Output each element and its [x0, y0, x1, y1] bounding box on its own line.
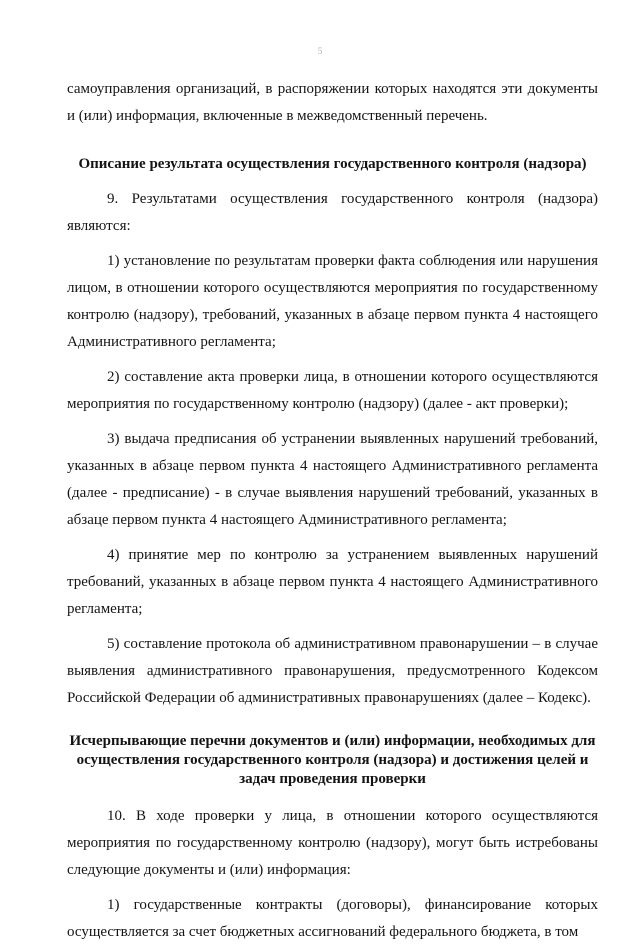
paragraph-item-9: 9. Результатами осуществления государственного контроля (надзора) являются:: [67, 191, 598, 234]
paragraph-item-10: 10. В ходе проверки у лица, в отношении которого осуществляются мероприятия по государственному контролю (надзору), могут быть истребованы следующие документы и (или) информация:: [67, 808, 598, 878]
section-heading-result: Описание результата осуществления государственного контроля (надзора): [78, 156, 587, 172]
paragraph-item-9-4: 4) принятие мер по контролю за устранением выявленных нарушений требований, указанных в абзаце первом пункта 4 настоящего Административного регламента;: [67, 547, 598, 617]
section-heading-documents: Исчерпывающие перечни документов и (или) информации, необходимых для осуществления государственного контроля (надзора) и достижения целей и задач проведения проверки: [69, 733, 596, 787]
page-number: 5: [317, 46, 323, 56]
paragraph-item-9-5: 5) составление протокола об административном правонарушении – в случае выявления административного правонарушения, предусмотренного Кодексом Российской Федерации об административных правонарушениях (далее – Кодекс).: [67, 636, 598, 706]
paragraph-item-10-1: 1) государственные контракты (договоры), финансирование которых осуществляется за счет бюджетных ассигнований федерального бюджета, в том: [67, 897, 598, 940]
document-body: [67, 76, 598, 946]
paragraph-continuation: самоуправления организаций, в распоряжении которых находятся эти документы и (или) информация, включенные в межведомственный перечень.: [67, 81, 598, 124]
paragraph-item-9-1: 1) установление по результатам проверки факта соблюдения или нарушения лицом, в отношении которого осуществляются мероприятия по государственному контролю (надзору), требований, указанных в абзаце первом пункта 4 настоящего Административного регламента;: [67, 253, 598, 350]
paragraph-item-9-3: 3) выдача предписания об устранении выявленных нарушений требований, указанных в абзаце первом пункта 4 настоящего Административного регламента (далее - предписание) - в случае выявления нарушений требований, указанных в абзаце первом пункта 4 настоящего Административного регламента;: [67, 431, 598, 528]
paragraph-item-9-2: 2) составление акта проверки лица, в отношении которого осуществляются мероприятия по государственному контролю (надзору) (далее - акт проверки);: [67, 369, 598, 412]
